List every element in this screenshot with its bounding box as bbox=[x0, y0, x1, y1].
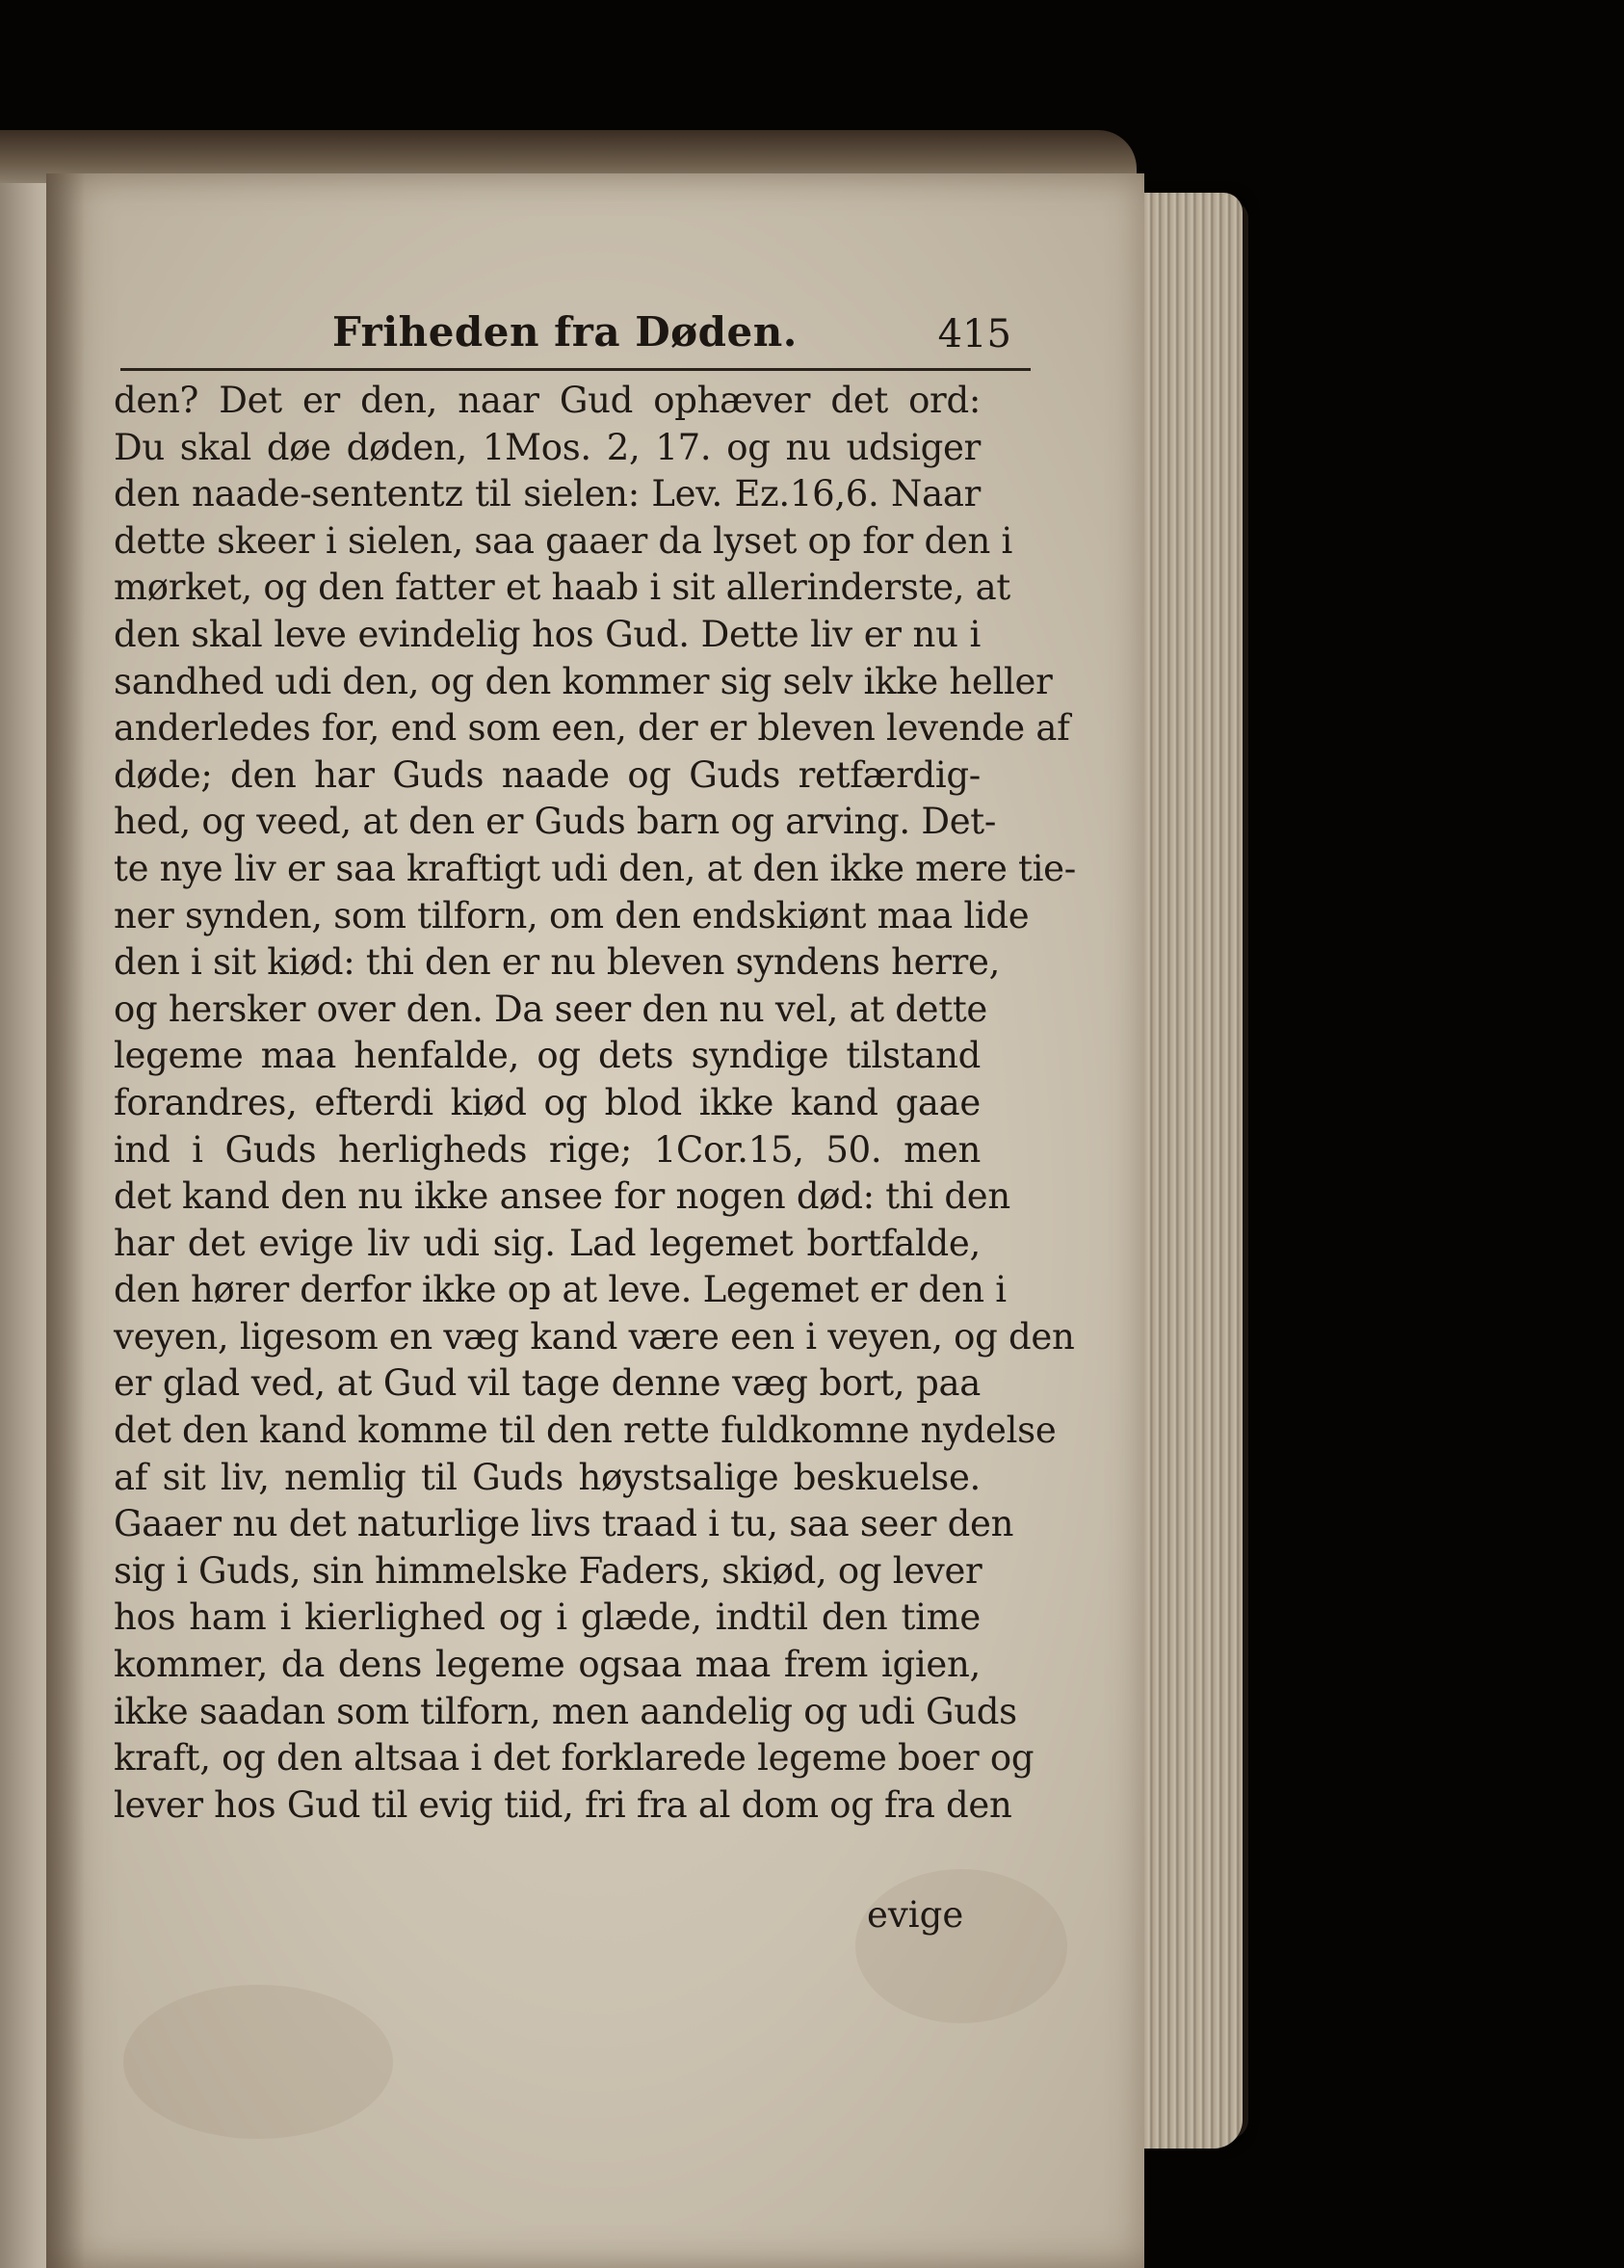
text-line: døde; den har Guds naade og Guds retfærdig- bbox=[114, 753, 981, 796]
text-line: kommer, da dens legeme ogsaa maa frem igien, bbox=[114, 1644, 981, 1686]
text-line: hed, og veed, at den er Guds barn og arving. Det- bbox=[114, 801, 997, 843]
text-line: lever hos Gud til evig tiid, fri fra al dom og fra den bbox=[114, 1783, 1012, 1826]
text-line: legeme maa henfalde, og dets syndige tilstand bbox=[114, 1035, 981, 1077]
page-block-edges bbox=[1137, 193, 1243, 2149]
text-line: ind i Guds herligheds rige; 1Cor.15, 50. men bbox=[114, 1128, 981, 1171]
text-line: sandhed udi den, og den kommer sig selv ikke heller bbox=[114, 660, 1053, 702]
text-line: ikke saadan som tilforn, men aandelig og udi Guds bbox=[114, 1690, 1017, 1732]
text-line: den skal leve evindelig hos Gud. Dette liv er nu i bbox=[114, 613, 981, 655]
text-line: anderledes for, end som een, der er bleven levende af bbox=[114, 707, 1070, 750]
text-line: forandres, efterdi kiød og blod ikke kand gaae bbox=[114, 1081, 981, 1123]
text-line: og hersker over den. Da seer den nu vel, at dette bbox=[114, 988, 988, 1030]
text-line: det den kand komme til den rette fuldkomne nydelse bbox=[114, 1410, 1057, 1452]
running-head-title: Friheden fra Døden. bbox=[332, 308, 798, 356]
text-line: den naade-sententz til sielen: Lev. Ez.16,6. Naar bbox=[114, 473, 981, 515]
paper-stain bbox=[855, 1869, 1067, 2023]
text-line: hos ham i kierlighed og i glæde, indtil den time bbox=[114, 1596, 981, 1639]
text-line: er glad ved, at Gud vil tage denne væg bort, paa bbox=[114, 1362, 981, 1405]
text-line: mørket, og den fatter et haab i sit allerinderste, at bbox=[114, 567, 1010, 609]
paper-stain bbox=[123, 1985, 393, 2139]
text-line: kraft, og den altsaa i det forklarede legeme boer og bbox=[114, 1737, 1035, 1780]
text-line: af sit liv, nemlig til Guds høystsalige beskuelse. bbox=[114, 1456, 981, 1498]
body-text bbox=[114, 378, 1076, 1829]
spine-shadow bbox=[46, 173, 85, 2268]
text-line: den hører derfor ikke op at leve. Legemet er den i bbox=[114, 1269, 1007, 1311]
catchword: evige bbox=[867, 1894, 964, 1936]
header-rule bbox=[120, 368, 1031, 371]
text-line: sig i Guds, sin himmelske Faders, skiød, og lever bbox=[114, 1549, 982, 1592]
text-line: dette skeer i sielen, saa gaaer da lyset op for den i bbox=[114, 519, 1013, 562]
running-head bbox=[116, 308, 1031, 366]
text-line: har det evige liv udi sig. Lad legemet bortfalde, bbox=[114, 1222, 981, 1264]
text-line: veyen, ligesom en væg kand være een i veyen, og den bbox=[114, 1315, 1075, 1358]
text-line: den? Det er den, naar Gud ophæver det ord: bbox=[114, 380, 981, 421]
text-line: ner synden, som tilforn, om den endskiønt maa lide bbox=[114, 894, 1030, 936]
text-line: Gaaer nu det naturlige livs traad i tu, saa seer den bbox=[114, 1503, 1014, 1545]
text-line: Du skal døe døden, 1Mos. 2, 17. og nu udsiger bbox=[114, 426, 981, 468]
text-line: te nye liv er saa kraftigt udi den, at den ikke mere tie- bbox=[114, 847, 1076, 889]
text-line: den i sit kiød: thi den er nu bleven syndens herre, bbox=[114, 941, 1001, 984]
page-number: 415 bbox=[937, 312, 1011, 356]
text-line: det kand den nu ikke ansee for nogen død: thi den bbox=[114, 1175, 1010, 1218]
